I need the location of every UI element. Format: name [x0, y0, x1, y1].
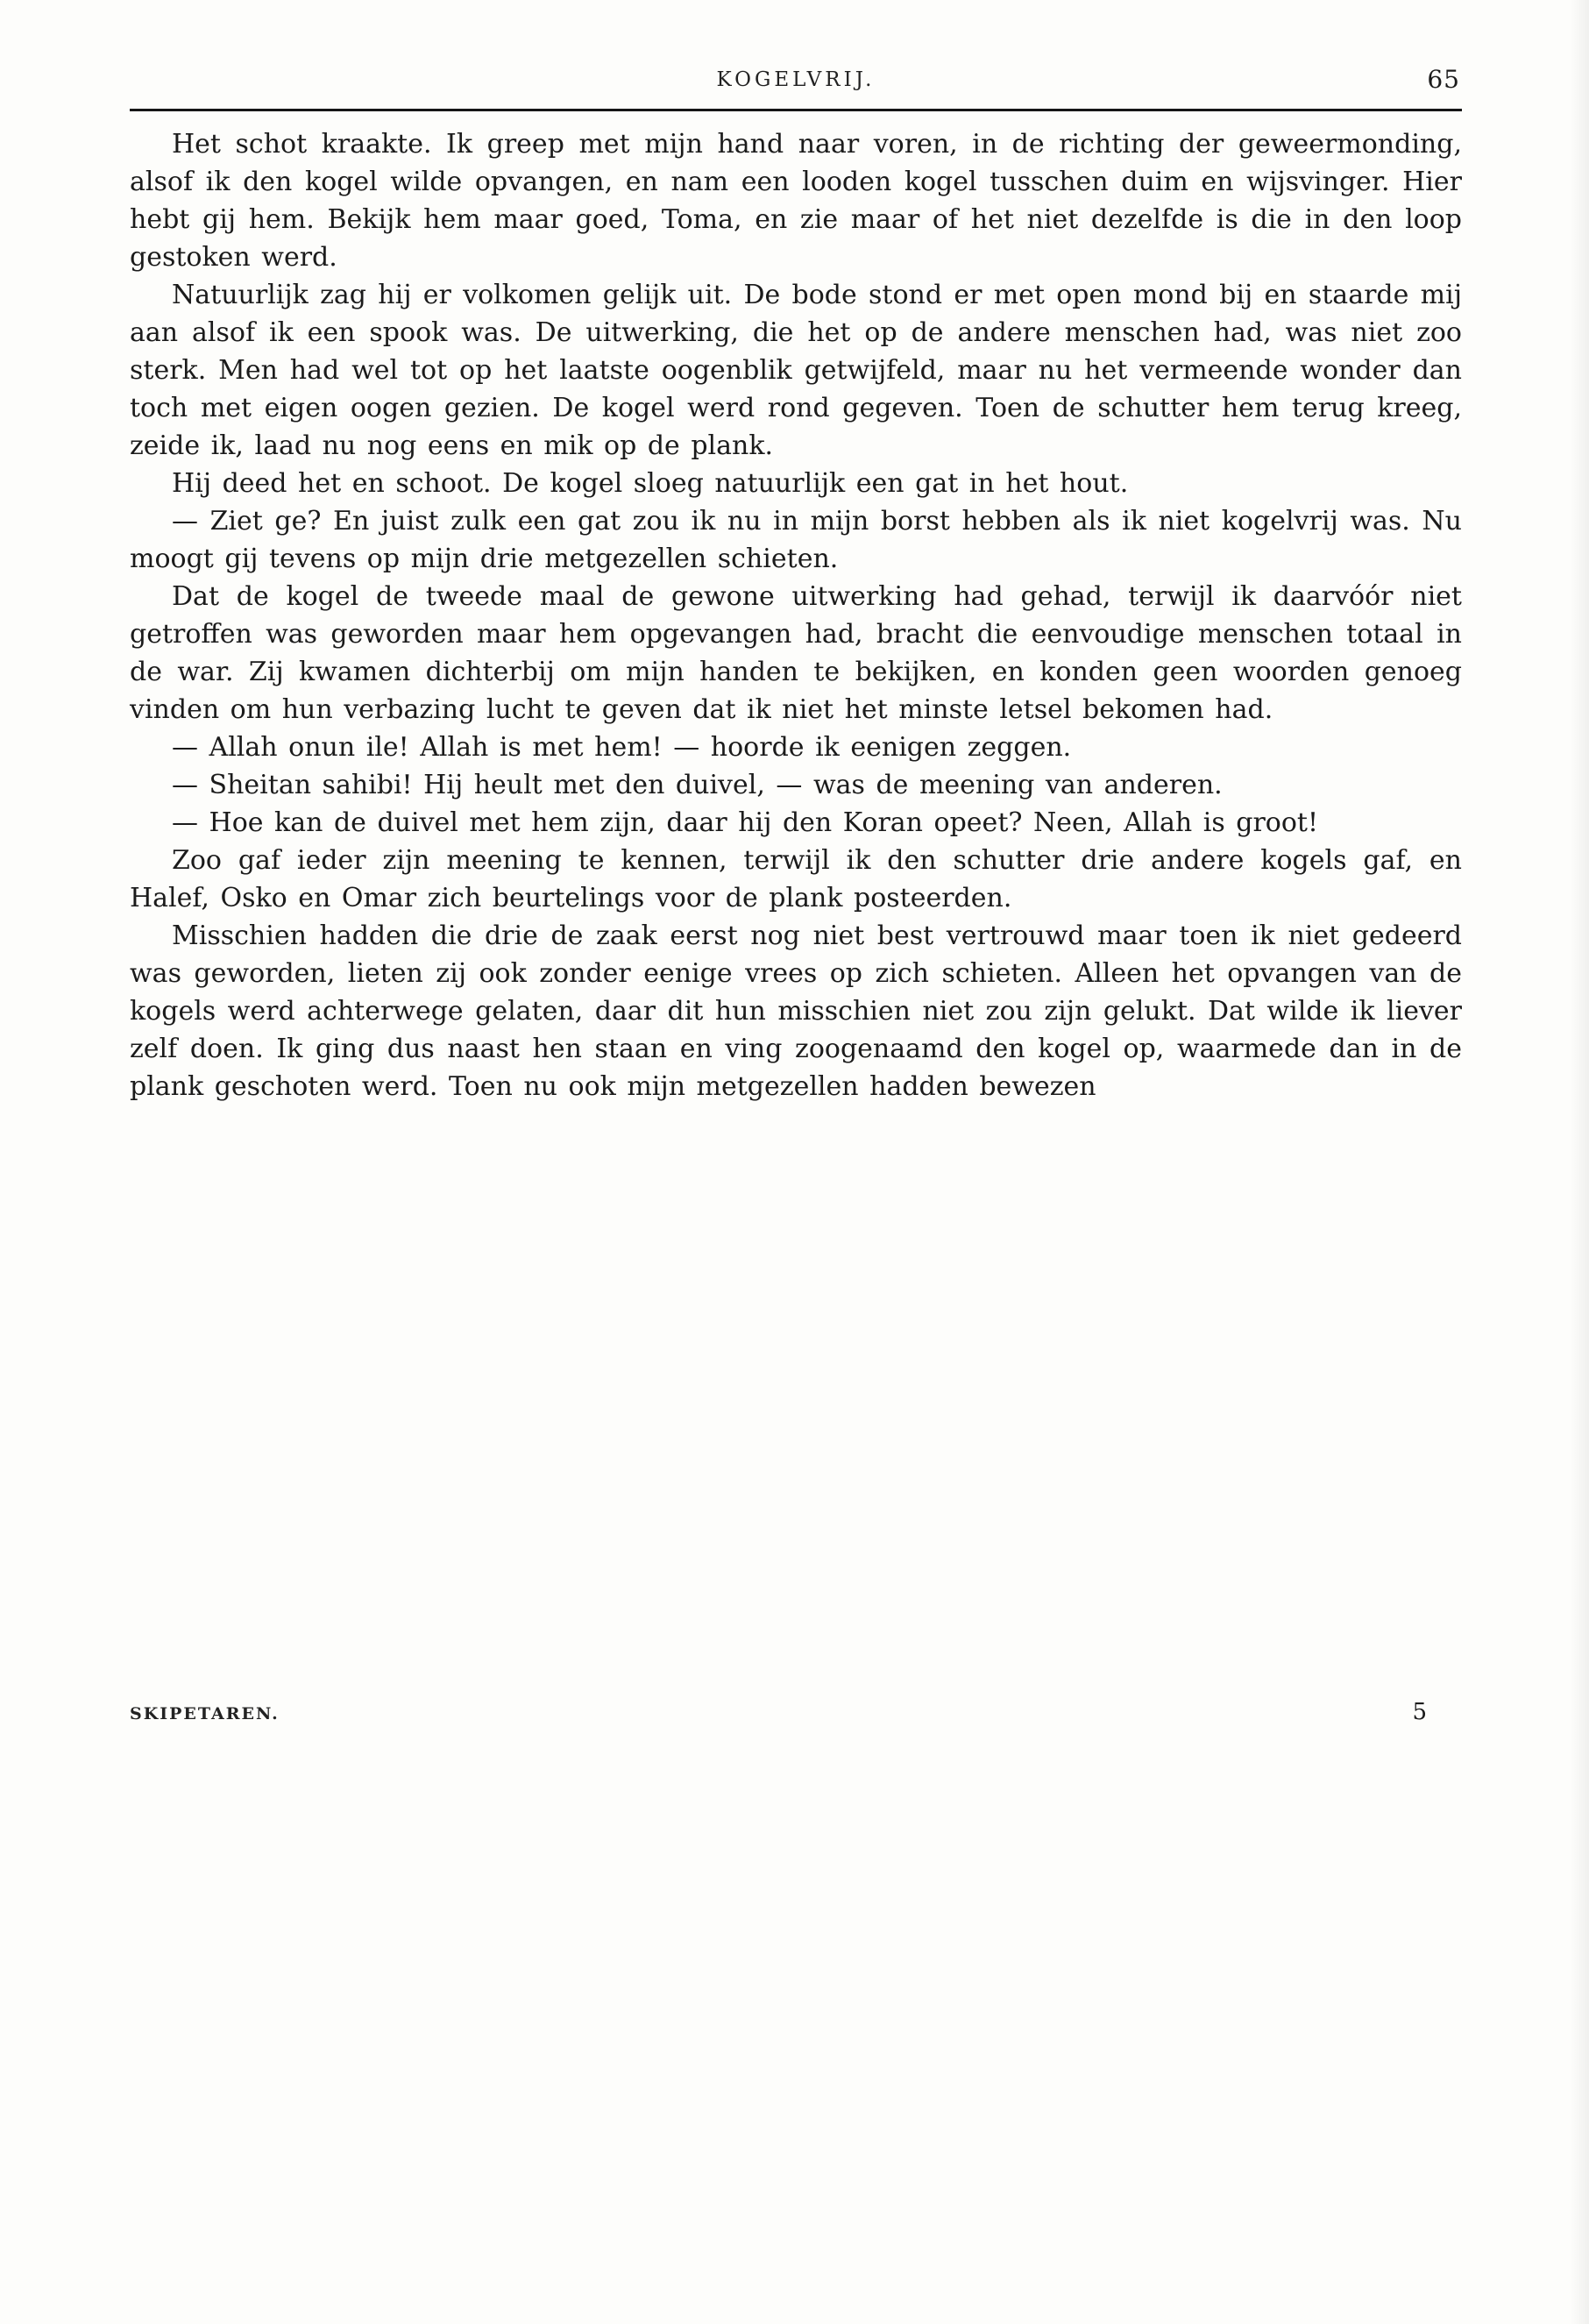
paragraph: — Ziet ge? En juist zulk een gat zou ik nu in mijn borst hebben als ik niet kogelvrij was. Nu moogt gij tevens op mijn drie metgezellen schieten. — [130, 506, 1462, 574]
paragraph: — Allah onun ile! Allah is met hem! — hoorde ik eenigen zeggen. — [172, 732, 1072, 763]
paragraph: Zoo gaf ieder zijn meening te kennen, terwijl ik den schutter drie andere kogels gaf, en Halef, Osko en Omar zich beurtelings voor de plank posteerden. — [130, 845, 1462, 913]
signature-title: SKIPETAREN. — [130, 1704, 280, 1723]
paragraph: Dat de kogel de tweede maal de gewone uitwerking had gehad, terwijl ik daarvóór niet getroffen was geworden maar hem opgevangen had, bracht die eenvoudige menschen totaal in de war. Zij kwamen dichterbij om mijn handen te bekijken, en konden geen woorden genoeg vinden om hun verbazing lucht te geven dat ik niet het minste letsel bekomen had. — [130, 581, 1462, 725]
header-rule — [130, 109, 1462, 111]
signature-number: 5 — [1412, 1699, 1427, 1725]
paragraph: — Hoe kan de duivel met hem zijn, daar hij den Koran opeet? Neen, Allah is groot! — [172, 807, 1319, 838]
body-text — [130, 125, 1462, 1105]
running-head: KOGELVRIJ. — [716, 68, 876, 91]
paragraph: Natuurlijk zag hij er volkomen gelijk uit. De bode stond er met open mond bij en staarde mij aan alsof ik een spook was. De uitwerking, die het op de andere menschen had, was niet zoo sterk. Men had wel tot op het laatste oogenblik getwijfeld, maar nu het vermeende wonder dan toch met eigen oogen gezien. De kogel werd rond gegeven. Toen de schutter hem terug kreeg, zeide ik, laad nu nog eens en mik op de plank. — [130, 280, 1462, 461]
page-footer — [130, 1699, 1462, 1725]
paragraph: Misschien hadden die drie de zaak eerst nog niet best vertrouwd maar toen ik niet gedeerd was geworden, lieten zij ook zonder eenige vrees op zich schieten. Alleen het opvangen van de kogels werd achterwege gelaten, daar dit hun misschien niet zou zijn gelukt. Dat wilde ik liever zelf doen. Ik ging dus naast hen staan en ving zoogenaamd den kogel op, waarmede dan in de plank geschoten werd. Toen nu ook mijn metgezellen hadden bewezen — [130, 920, 1462, 1102]
page-number: 65 — [1427, 65, 1460, 94]
paragraph: Het schot kraakte. Ik greep met mijn hand naar voren, in de richting der geweermonding, alsof ik den kogel wilde opvangen, en nam een looden kogel tusschen duim en wijsvinger. Hier hebt gij hem. Bekijk hem maar goed, Toma, en zie maar of het niet dezelfde is die in den loop gestoken werd. — [130, 129, 1462, 273]
page-content — [130, 65, 1462, 1105]
paragraph: Hij deed het en schoot. De kogel sloeg natuurlijk een gat in het hout. — [172, 468, 1129, 499]
page-header — [130, 65, 1462, 98]
paragraph: — Sheitan sahibi! Hij heult met den duivel, — was de meening van anderen. — [172, 770, 1223, 800]
